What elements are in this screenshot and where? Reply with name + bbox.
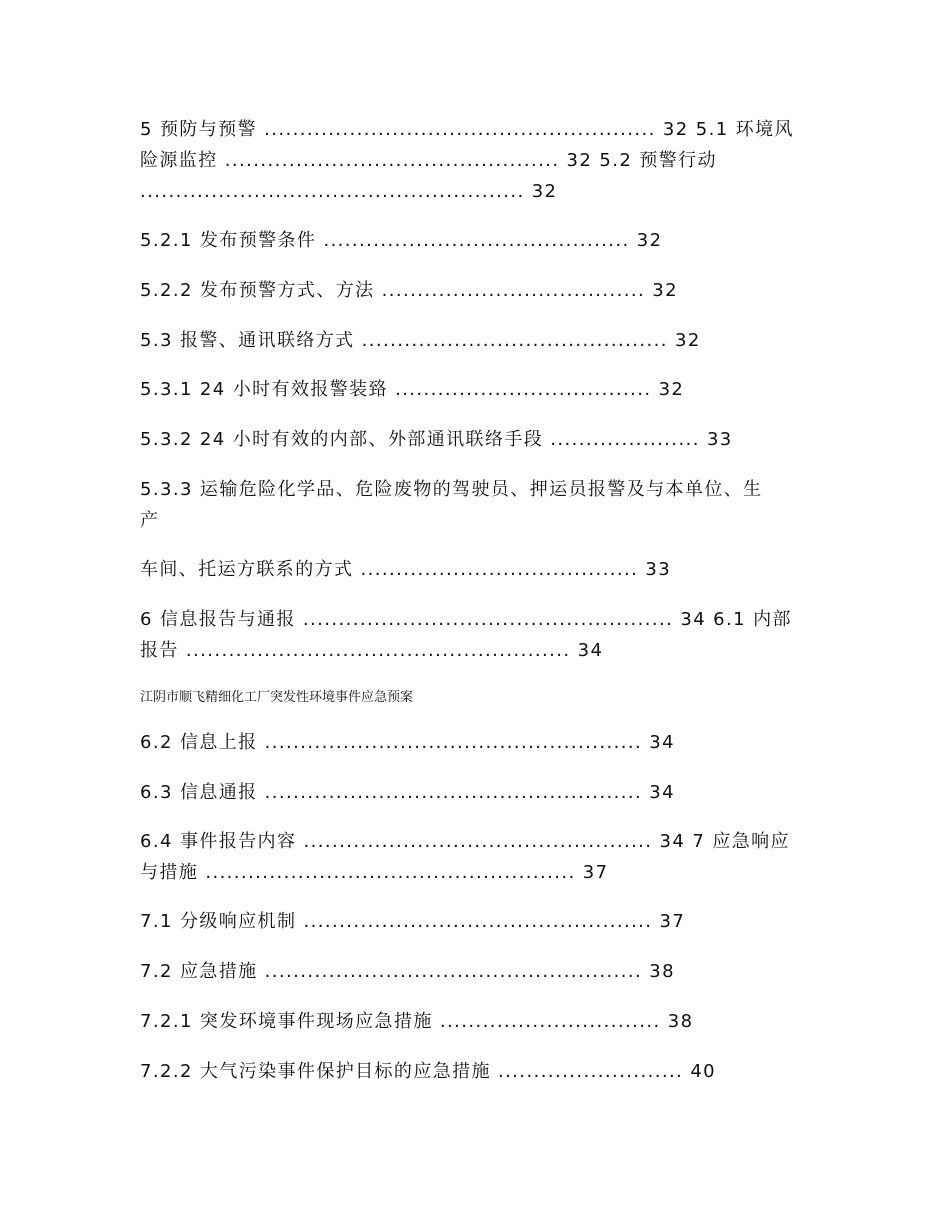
toc-entry-5-3-2[interactable]: 5.3.2 24 小时有效的内部、外部通讯联络手段 ..................... 33 bbox=[140, 429, 733, 450]
toc-entry-7-2[interactable]: 7.2 应急措施 ..................................................... 38 bbox=[140, 961, 675, 982]
toc-entry-6[interactable]: 6 信息报告与通报 .................................................... 34 6.1 内部 bbox=[140, 609, 792, 630]
toc-entry-5-3-3-cont[interactable]: 产 bbox=[140, 510, 160, 531]
toc-entry-5-3[interactable]: 5.3 报警、通讯联络方式 ........................................... 32 bbox=[140, 330, 701, 351]
toc-entry-7-1[interactable]: 7.1 分级响应机制 ................................................. 37 bbox=[140, 911, 686, 932]
toc-entry-5-2-1[interactable]: 5.2.1 发布预警条件 ........................................... 32 bbox=[140, 230, 663, 251]
toc-entry-7-2-1[interactable]: 7.2.1 突发环境事件现场应急措施 ............................... 38 bbox=[140, 1011, 694, 1032]
toc-entry-6-3[interactable]: 6.3 信息通报 ..................................................... 34 bbox=[140, 782, 675, 803]
toc-entry-5[interactable]: 5 预防与预警 ....................................................... 32 5.1 环境风 bbox=[140, 119, 794, 140]
toc-entry-7[interactable]: 与措施 .................................................... 37 bbox=[140, 862, 609, 883]
toc-entry-5-3-1[interactable]: 5.3.1 24 小时有效报警装臵 .................................... 32 bbox=[140, 379, 685, 400]
toc-entry-5-2[interactable]: ...................................................... 32 bbox=[140, 181, 558, 202]
toc-entry-5-1[interactable]: 险源监控 ............................................... 32 5.2 预警行动 bbox=[140, 150, 717, 171]
toc-entry-6-1[interactable]: 报告 ...................................................... 34 bbox=[140, 640, 604, 661]
toc-entry-6-4[interactable]: 6.4 事件报告内容 ................................................. 34 7 应急响应 bbox=[140, 831, 790, 852]
running-header: 江阴市顺飞精细化工厂突发性环境事件应急预案 bbox=[140, 690, 414, 705]
toc-entry-7-2-2[interactable]: 7.2.2 大气污染事件保护目标的应急措施 .......................... 40 bbox=[140, 1061, 717, 1082]
toc-entry-5-3-3-end[interactable]: 车间、托运方联系的方式 ....................................... 33 bbox=[140, 559, 672, 580]
toc-entry-5-2-2[interactable]: 5.2.2 发布预警方式、方法 ..................................... 32 bbox=[140, 280, 678, 301]
toc-entry-5-3-3[interactable]: 5.3.3 运输危险化学品、危险废物的驾驶员、押运员报警及与本单位、生 bbox=[140, 479, 763, 500]
toc-entry-6-2[interactable]: 6.2 信息上报 ..................................................... 34 bbox=[140, 732, 675, 753]
